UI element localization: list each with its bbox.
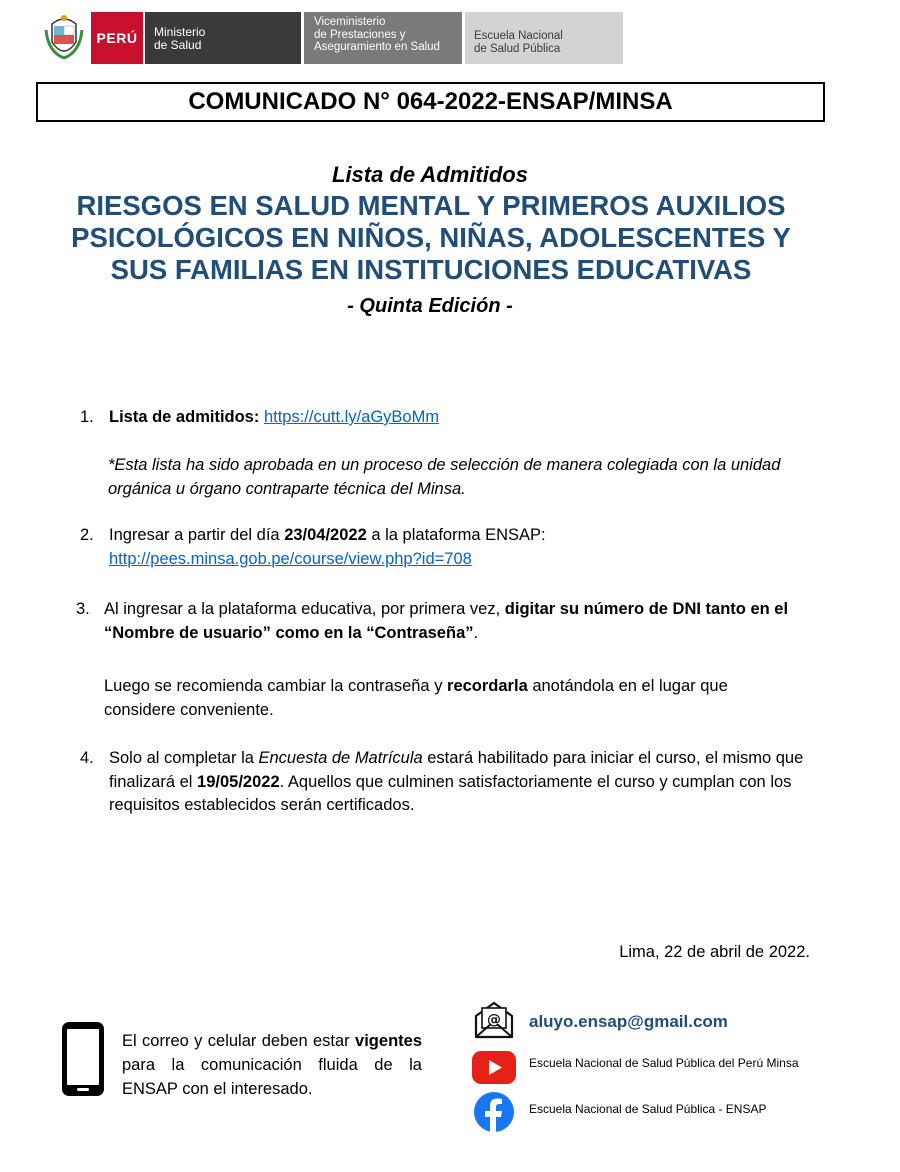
dni-instruction: digitar su número de DNI tanto en el “Nombre de usuario” como en la “Contraseña” [104,600,789,642]
approval-note: *Esta lista ha sido aprobada en un proceso de selección de manera colegiada con la unidad orgánica u órgano contraparte técnica del Minsa. [108,456,781,498]
place-date: Lima, 22 de abril de 2022. [619,943,810,961]
peru-label: PERÚ [91,12,143,64]
platform-link[interactable]: http://pees.minsa.gob.pe/course/view.php?id=708 [109,549,472,568]
end-date: 19/05/2022 [197,772,280,791]
edition-label: - Quinta Edición - [347,295,513,317]
admitidos-label: Lista de admitidos: [109,408,260,426]
mobile-phone-icon [60,1020,106,1098]
course-title: RIESGOS EN SALUD MENTAL Y PRIMEROS AUXILIOS PSICOLÓGICOS EN NIÑOS, NIÑAS, ADOLESCENTES Y SUS FAMILIAS EN INSTITUCIONES EDUCATIVAS [71,190,791,285]
list-item-3: 3. Al ingresar a la plataforma educativa, por primera vez, digitar su número de DNI tanto en el “Nombre de usuario” como en la “Contraseña”. [76,600,789,642]
email-icon [473,1000,515,1040]
ministerio-label: Ministerio de Salud [143,12,301,64]
item-number: 3. [76,600,90,618]
facebook-icon[interactable] [473,1091,515,1133]
contact-email[interactable]: aluyo.ensap@gmail.com [529,1012,728,1031]
escuela-label: Escuela Nacional de Salud Pública [465,12,623,64]
list-item-4: 4. Solo al completar la Encuesta de Matrícula estará habilitado para iniciar el curso, el mismo que finalizará el 19/05/2022. Aquellos que culminen satisfactoriamente el curso y cumplan con los requisitos establecidos serán certificados. [80,749,804,814]
remember-label: recordarla [447,677,528,695]
contact-note: El correo y celular deben estar vigentes para la comunicación fluida de la ENSAP con el interesado. [122,1032,422,1098]
item-number: 2. [80,526,94,544]
item-number: 1. [80,408,94,426]
youtube-channel-label[interactable]: Escuela Nacional de Salud Pública del Perú Minsa [529,1056,799,1070]
list-item-1 [80,406,440,430]
item-number: 4. [80,749,94,767]
survey-name: Encuesta de Matrícula [258,749,423,767]
list-item-3-continued: Luego se recomienda cambiar la contraseña y recordarla anotándola en el lugar que considere conveniente. [104,677,728,719]
start-date: 23/04/2022 [284,526,367,544]
facebook-page-label[interactable]: Escuela Nacional de Salud Pública - ENSAP [529,1102,767,1116]
youtube-icon[interactable] [472,1051,516,1084]
viceministerio-label: Viceministerio de Prestaciones y Aseguramiento en Salud [304,12,462,64]
lista-title: Lista de Admitidos [332,162,528,187]
svg-text:@: @ [487,1012,501,1028]
list-item-2: 2. Ingresar a partir del día 23/04/2022 a la plataforma ENSAP: http://pees.minsa.gob.pe/course/view.php?id=708 [80,526,546,568]
comunicado-title: COMUNICADO N° 064-2022-ENSAP/MINSA [36,82,825,122]
coat-of-arms-icon [44,12,84,62]
admitidos-link[interactable]: https://cutt.ly/aGyBoMm [263,408,440,426]
